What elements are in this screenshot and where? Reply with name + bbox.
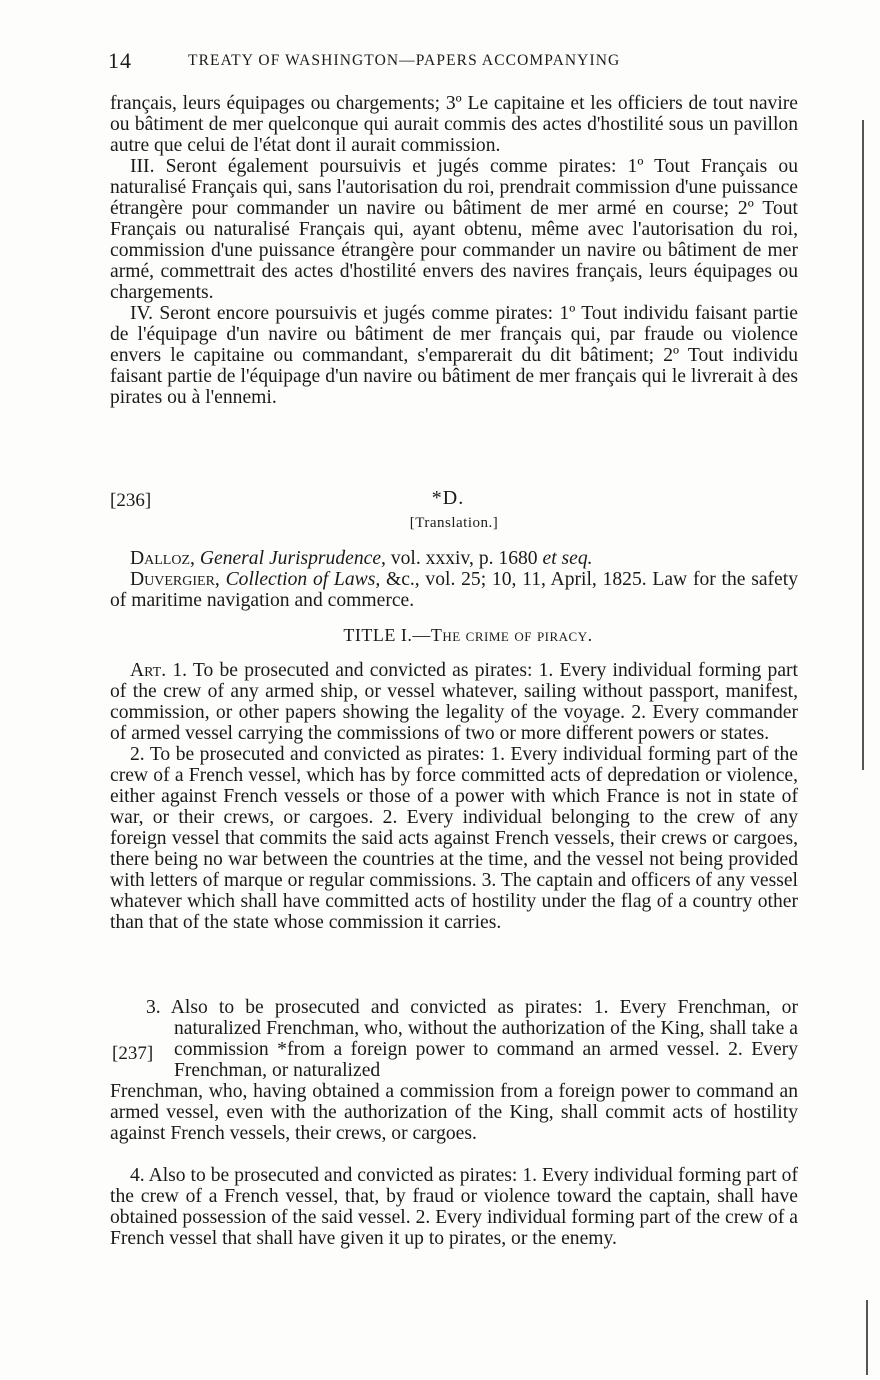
translation-note-text: [Translation.] <box>409 515 499 531</box>
duvergier-ref: &c., vol. 25; 10, 11, April, 1825. Law for the safety of maritime navigation and commerce. <box>110 569 798 611</box>
running-title: TREATY OF WASHINGTON—PAPERS ACCOMPANYING <box>188 52 621 69</box>
page-marker-237: [237] <box>112 1043 154 1064</box>
french-article-3: III. Seront également poursuivis et jugés comme pirates: 1º Tout Français ou naturalisé Français qui, sans l'autorisation du roi, prendrait commission d'une puissance étrangère pour commander un navire ou bâtiment de mer armé en course; 2º Tout Français ou naturalisé Français qui, ayant obtenu, même avec l'autorisation du roi, commission d'une puissance étrangère pour commander un navire ou bâtiment de mer armé, commettrait des actes d'hostilité envers des navires français, leurs équipages ou chargements. <box>110 156 798 303</box>
english-article-3-part-b <box>110 1081 798 1144</box>
dalloz-ref: vol. xxxiv, p. 1680 <box>385 548 543 569</box>
title-name: The crime of piracy. <box>430 625 593 645</box>
section-heading <box>0 487 880 510</box>
english-article-3-part-a <box>110 997 798 1081</box>
art-label: Art. <box>130 660 167 681</box>
duvergier-author: Duvergier, <box>130 569 220 590</box>
section-letter: *D. <box>431 487 465 509</box>
title-prefix: TITLE I.— <box>343 625 431 645</box>
dalloz-work: General Jurisprudence, <box>199 548 386 569</box>
dalloz-author: Dalloz, <box>130 548 195 569</box>
english-article-1 <box>110 660 798 744</box>
french-text-block <box>110 93 798 408</box>
english-article-4-block <box>110 1165 798 1249</box>
english-article-3-a: 3. Also to be prosecuted and convicted as pirates: 1. Every Frenchman, or naturalized Frenchman, who, without the authorization of the King, shall take a commission *from a foreign power to command an armed vessel. 2. Every Frenchman, or naturalized <box>146 997 798 1081</box>
translation-note <box>0 515 880 532</box>
english-articles-1-2 <box>110 660 798 933</box>
page-header <box>108 48 798 78</box>
english-article-2: 2. To be prosecuted and convicted as pirates: 1. Every individual forming part of the crew of a French vessel, which has by force committed acts of depredation or violence, either against French vessels or those of a power with which France is not in state of war, or their crews, or cargoes. 2. Every individual belonging to the crew of any foreign vessel that commits the said acts against French vessels, their crews or cargoes, there being no war between the countries at the time, and the vessel not being provided with letters of marque or regular commissions. 3. The captain and officers of any vessel whatever which shall have committed acts of hostility under the flag of a country other than that of the state whose commission it carries. <box>110 744 798 933</box>
source-dalloz <box>110 548 798 569</box>
french-continuation-paragraph: français, leurs équipages ou chargements; 3º Le capitaine et les officiers de tout navire ou bâtiment de mer quelconque qui aurait commis des actes d'hostilité sous un pavillon autre que celui de l'état dont il aurait commission. <box>110 93 798 156</box>
title-heading <box>0 625 880 646</box>
margin-rule <box>862 120 864 770</box>
duvergier-work: Collection of Laws, <box>225 569 381 590</box>
page-marker-236: [236] <box>110 490 152 511</box>
english-article-1-text: 1. To be prosecuted and convicted as pirates: 1. Every individual forming part of the crew of any armed ship, or vessel whatever, sailing without passport, manifest, commission, or other papers showing the legality of the voyage. 2. Every commander of armed vessel carrying the commissions of two or more different powers or states. <box>110 660 798 744</box>
english-article-3-b: Frenchman, who, having obtained a commission from a foreign power to command an armed vessel, even with the authorization of the King, shall commit acts of hostility against French vessels, their crews, or cargoes. <box>110 1081 798 1144</box>
source-duvergier <box>110 569 798 611</box>
french-article-4: IV. Seront encore poursuivis et jugés comme pirates: 1º Tout individu faisant partie de l'équipage d'un navire ou bâtiment de mer français qui, par fraude ou violence envers le capitaine ou commandant, s'emparerait du dit bâtiment; 2º Tout individu faisant partie de l'équipage d'un navire ou bâtiment de mer français qui le livrerait à des pirates ou à l'ennemi. <box>110 303 798 408</box>
page-number: 14 <box>108 48 132 73</box>
margin-rule <box>866 1300 868 1375</box>
dalloz-seq: et seq. <box>542 548 593 569</box>
english-article-4: 4. Also to be prosecuted and convicted as pirates: 1. Every individual forming part of the crew of a French vessel, that, by fraud or violence toward the captain, shall have obtained possession of the said vessel. 2. Every individual forming part of the crew of a French vessel that shall have given it up to pirates, or the enemy. <box>110 1165 798 1249</box>
sources-block <box>110 548 798 611</box>
